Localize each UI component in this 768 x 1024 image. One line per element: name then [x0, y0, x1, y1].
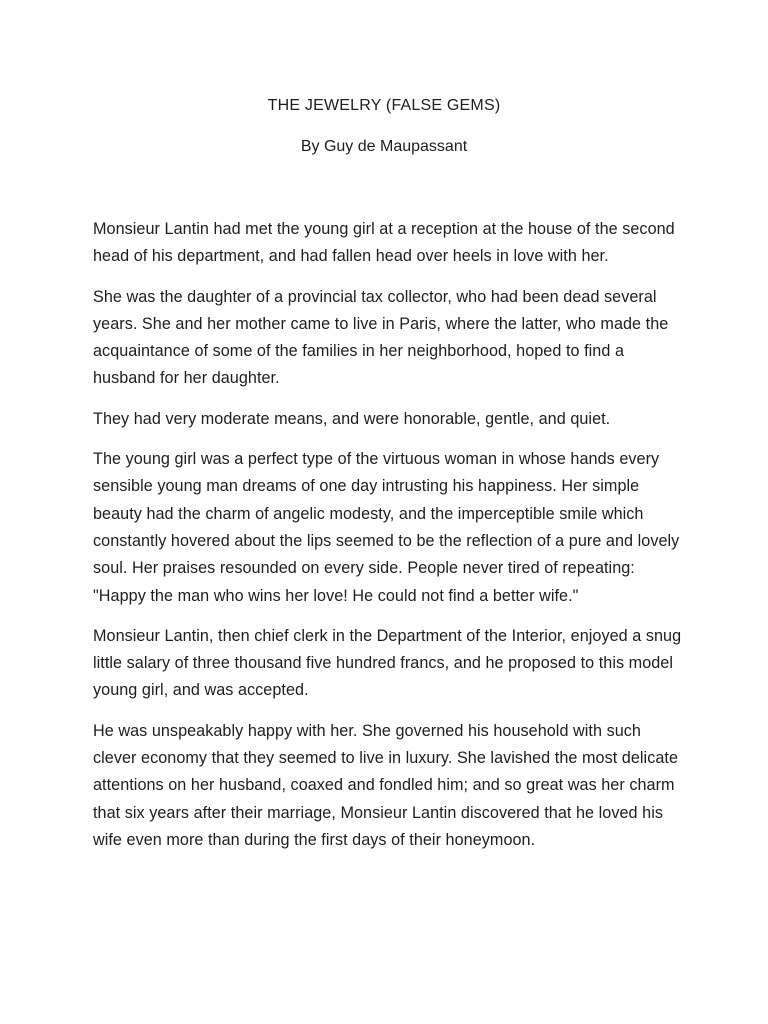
- author-byline: By Guy de Maupassant: [300, 138, 468, 155]
- document-body: [93, 216, 683, 867]
- paragraph-2: She was the daughter of a provincial tax collector, who had been dead several years. She and her mother came to live in Paris, where the latter, who made the acquaintance of some of the families in her neighborhood, hoped to find a husband for her daughter.: [93, 287, 669, 388]
- paragraph-3: They had very moderate means, and were honorable, gentle, and quiet.: [93, 409, 611, 428]
- paragraph-5: Monsieur Lantin, then chief clerk in the Department of the Interior, enjoyed a snug little salary of three thousand five hundred francs, and he proposed to this model young girl, and was accepted.: [93, 626, 682, 700]
- paragraph-4: The young girl was a perfect type of the virtuous woman in whose hands every sensible young man dreams of one day intrusting his happiness. Her simple beauty had the charm of angelic modesty, and the imperceptible smile which constantly hovered about the lips seemed to be the reflection of a pure and lovely soul. Her praises resounded on every side. People never tired of repeating: "Happy the man who wins her love! He could not find a better wife.": [93, 450, 680, 605]
- paragraph-6: He was unspeakably happy with her. She governed his household with such clever economy that they seemed to live in luxury. She lavished the most delicate attentions on her husband, coaxed and fondled him; and so great was her charm that six years after their marriage, Monsieur Lantin discovered that he loved his wife even more than during the first days of their honeymoon.: [93, 721, 678, 849]
- paragraph-1: Monsieur Lantin had met the young girl at a reception at the house of the second head of his department, and had fallen head over heels in love with her.: [93, 220, 675, 266]
- document-title: THE JEWELRY (FALSE GEMS): [267, 97, 501, 114]
